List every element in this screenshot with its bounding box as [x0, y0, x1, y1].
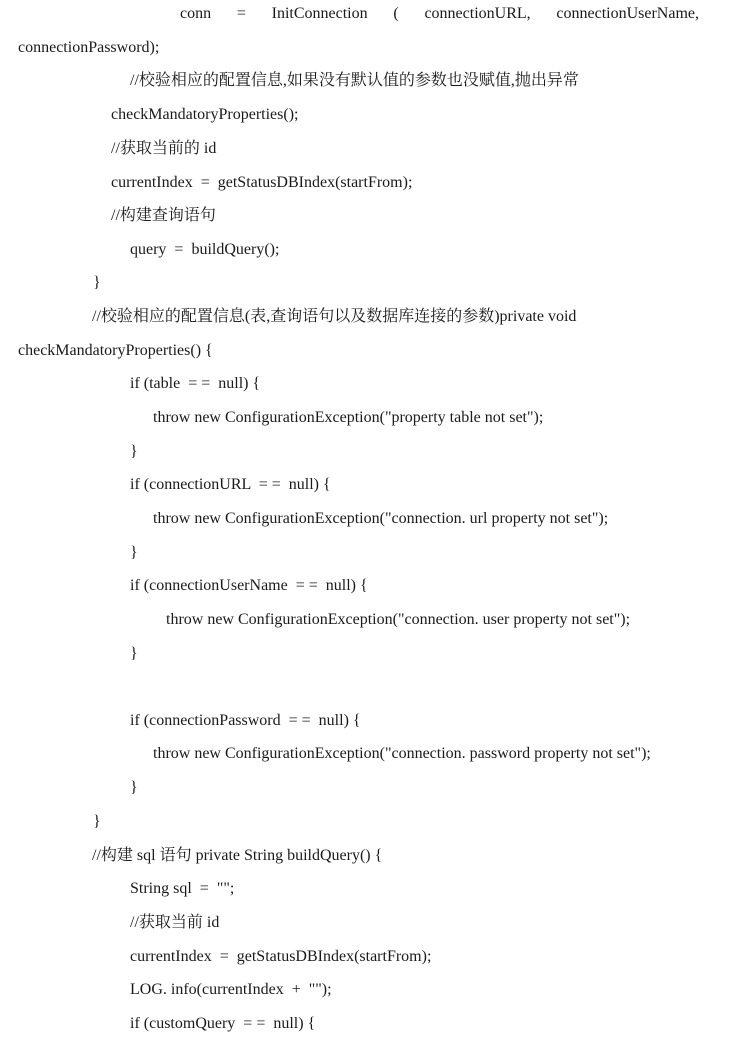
code-line-27: //获取当前 id: [130, 914, 220, 931]
code-line-4: checkMandatoryProperties();: [111, 106, 299, 123]
code-line-23: }: [130, 779, 138, 796]
code-line-15: if (connectionURL = = null) {: [130, 476, 331, 493]
code-line-18: if (connectionUserName = = null) {: [130, 577, 368, 594]
code-line-10: //校验相应的配置信息(表,查询语句以及数据库连接的参数)private void: [92, 308, 577, 325]
code-line-22: throw new ConfigurationException("connection. password property not set");: [153, 745, 651, 762]
code-line-19: throw new ConfigurationException("connection. user property not set");: [166, 611, 631, 628]
code-line-20: }: [130, 645, 138, 662]
code-line-8: query = buildQuery();: [130, 241, 280, 258]
code-line-2: connectionPassword);: [18, 39, 160, 56]
code-line-7: //构建查询语句: [111, 207, 216, 224]
code-line-5: //获取当前的 id: [111, 140, 217, 157]
code-line-26: String sql = "";: [130, 880, 235, 897]
code-line-9: }: [93, 274, 101, 291]
code-line-11: checkMandatoryProperties() {: [18, 342, 213, 359]
code-line-1: conn = InitConnection ( connectionURL, connectionUserName,: [180, 5, 699, 22]
code-line-21: if (connectionPassword = = null) {: [130, 712, 361, 729]
code-line-29: LOG. info(currentIndex + "");: [130, 981, 332, 998]
code-line-3: //校验相应的配置信息,如果没有默认值的参数也没赋值,抛出异常: [130, 72, 579, 89]
code-line-14: }: [130, 443, 138, 460]
code-line-16: throw new ConfigurationException("connection. url property not set");: [153, 510, 609, 527]
code-line-24: }: [93, 813, 101, 830]
code-line-17: }: [130, 544, 138, 561]
code-line-28: currentIndex = getStatusDBIndex(startFrom);: [130, 948, 432, 965]
code-line-13: throw new ConfigurationException("property table not set");: [153, 409, 544, 426]
code-line-12: if (table = = null) {: [130, 375, 261, 392]
code-line-6: currentIndex = getStatusDBIndex(startFrom);: [111, 174, 413, 191]
code-line-25: //构建 sql 语句 private String buildQuery() {: [92, 847, 383, 864]
code-line-30: if (customQuery = = null) {: [130, 1015, 316, 1032]
